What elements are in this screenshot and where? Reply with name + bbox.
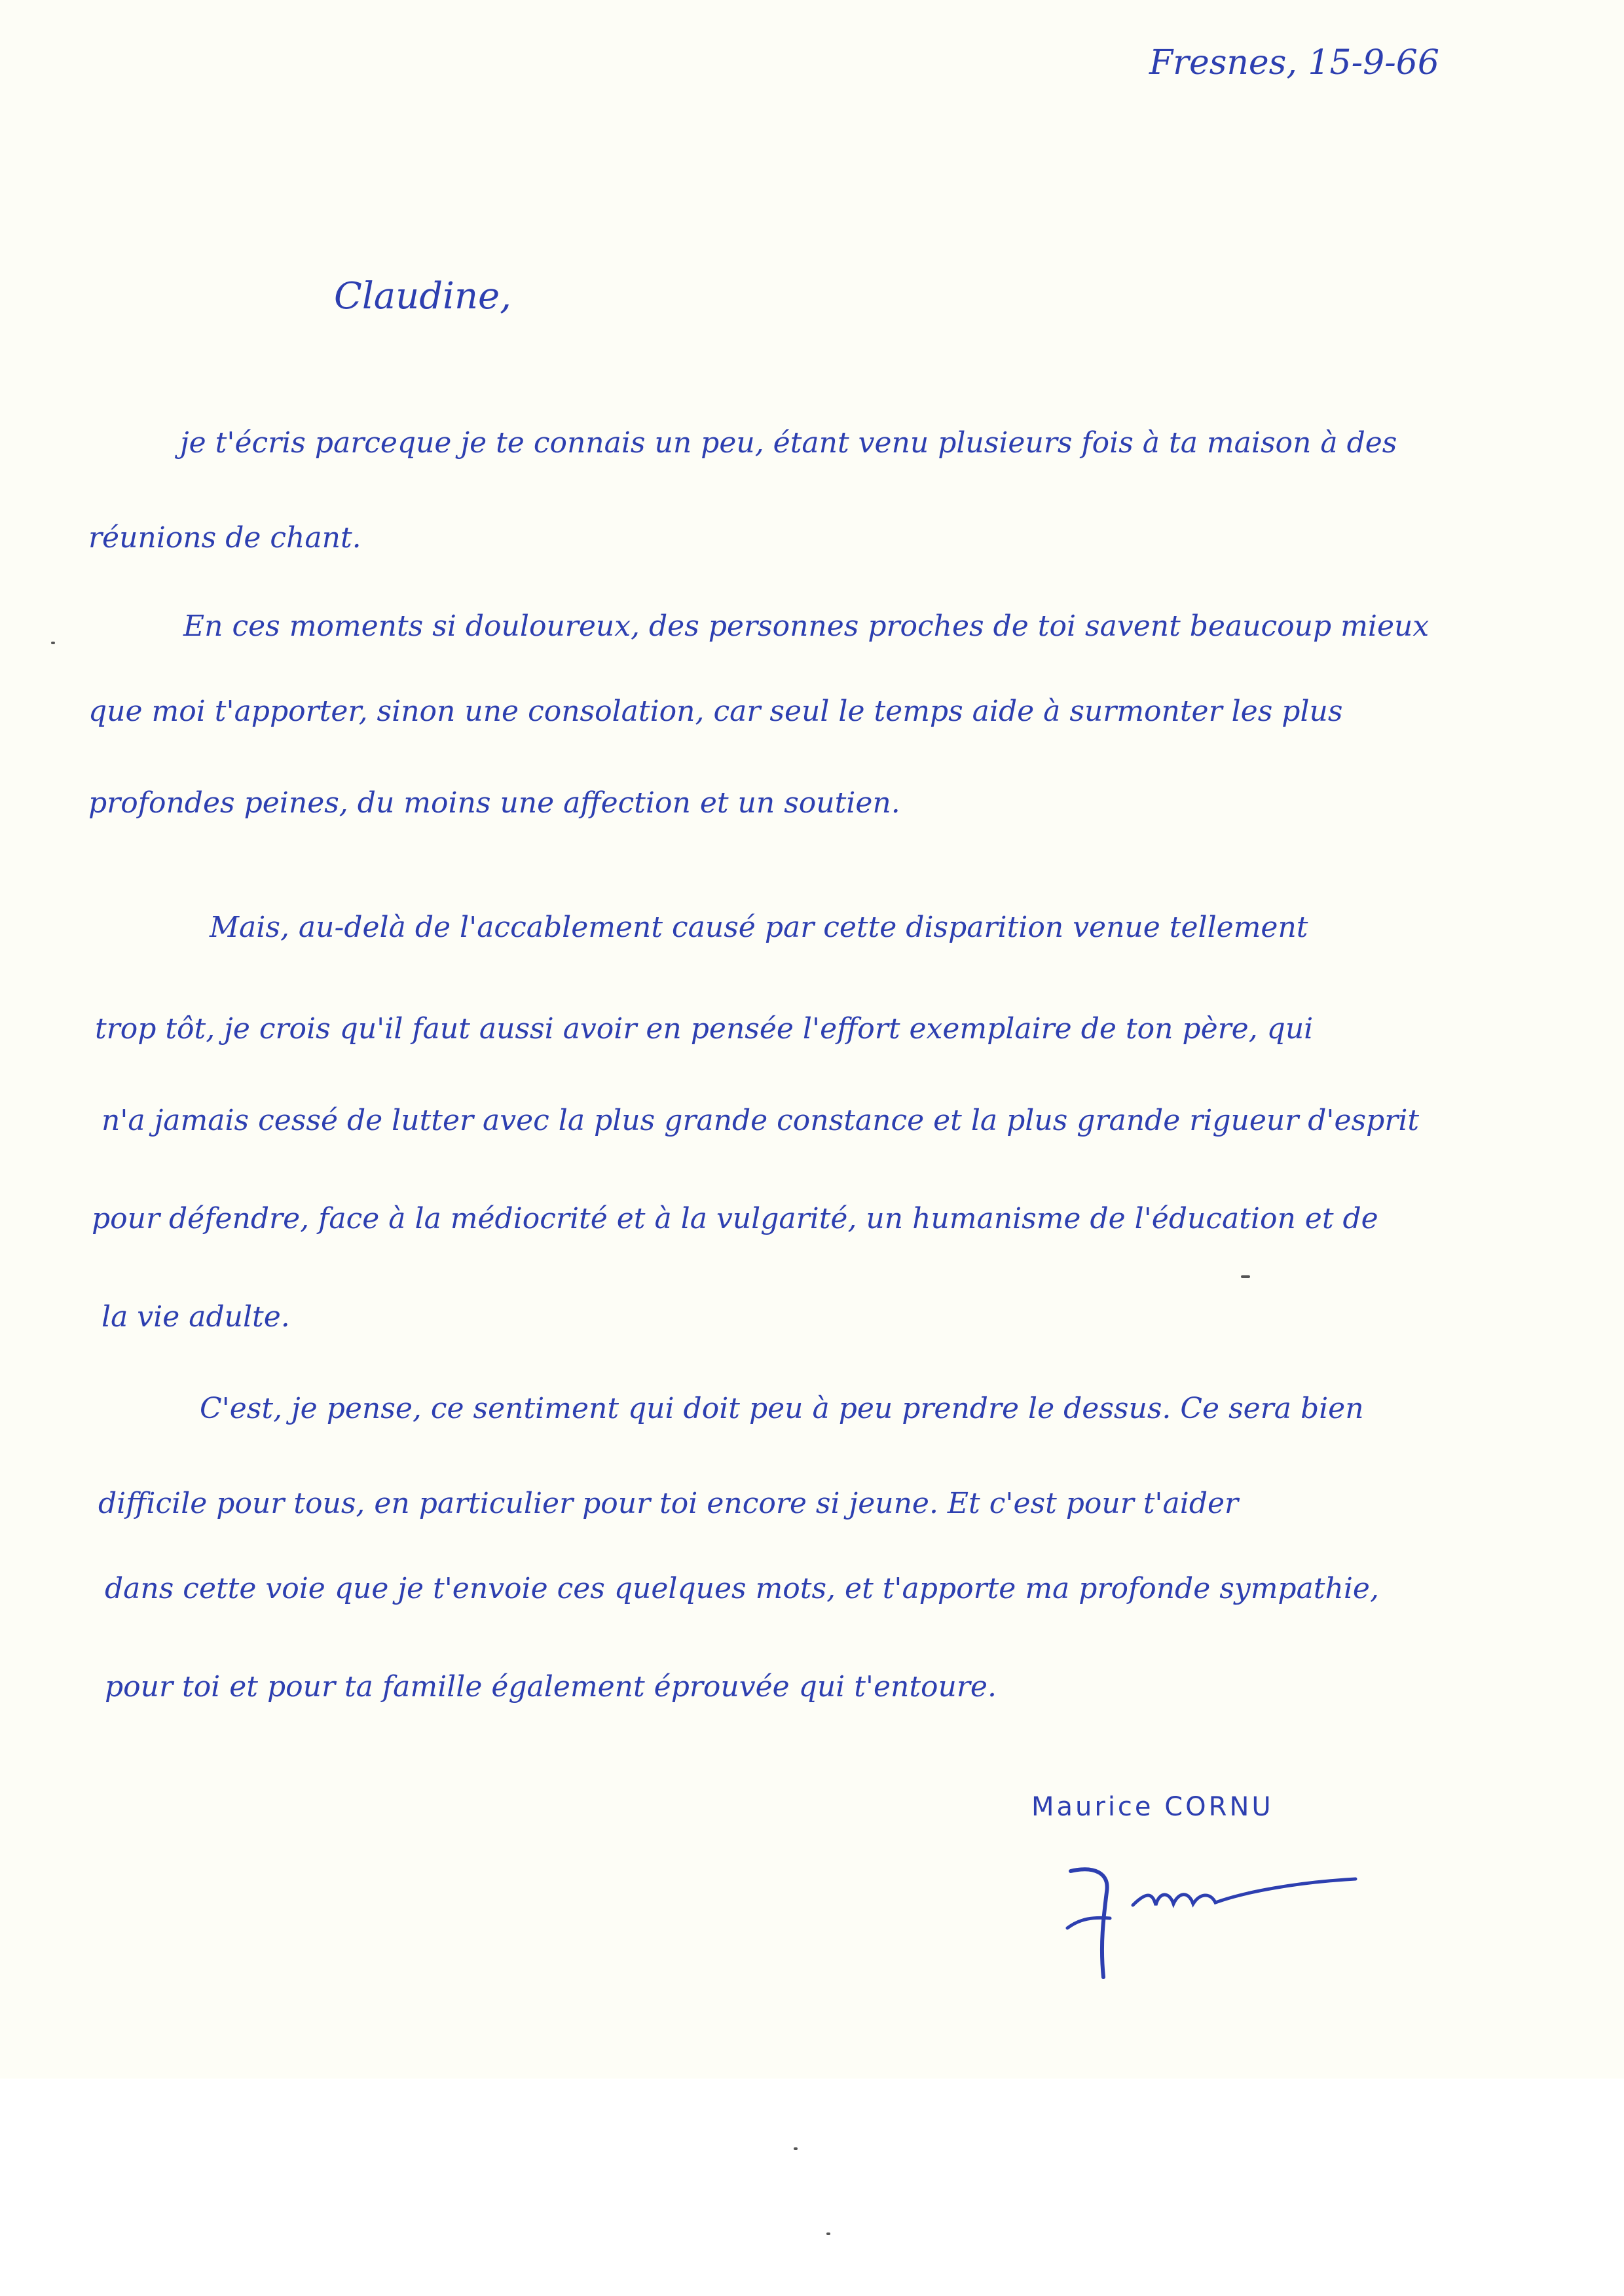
letter-line: dans cette voie que je t'envoie ces quelques mots, et t'apporte ma profonde sympathie, [105,1572,1379,1605]
signature-scribble [1048,1853,1369,1984]
letter-line: que moi t'apporter, sinon une consolation, car seul le temps aide à surmonter les plus [88,695,1343,728]
letter-line: En ces moments si douloureux, des personnes proches de toi savent beaucoup mieux [183,610,1430,643]
letter-line: la vie adulte. [101,1300,290,1334]
letter-date: Fresnes, 15-9-66 [1149,43,1439,82]
paper-speck [794,2147,798,2150]
letter-line: C'est, je pense, ce sentiment qui doit peu à peu prendre le dessus. Ce sera bien [200,1392,1364,1425]
letter-line: profondes peines, du moins une affection et un soutien. [88,786,900,820]
letter-line: difficile pour tous, en particulier pour toi encore si jeune. Et c'est pour t'aider [98,1487,1239,1520]
salutation: Claudine, [334,275,511,318]
letter-line: pour toi et pour ta famille également éprouvée qui t'entoure. [105,1670,997,1704]
paper-speck [1241,1275,1250,1278]
letter-line: Mais, au-delà de l'accablement causé par cette disparition venue tellement [210,911,1308,944]
letter-line: trop tôt, je crois qu'il faut aussi avoir en pensée l'effort exemplaire de ton père, qui [95,1012,1314,1046]
signature-name: Maurice CORNU [1031,1792,1274,1822]
letter-line: pour défendre, face à la médiocrité et à la vulgarité, un humanisme de l'éducation et de [92,1202,1378,1235]
letter-line: je t'écris parceque je te connais un peu, étant venu plusieurs fois à ta maison à des [180,426,1397,460]
paper-speck [826,2232,830,2235]
letter-line: n'a jamais cessé de lutter avec la plus grande constance et la plus grande rigueur d'esprit [101,1104,1420,1137]
letter-line: réunions de chant. [88,521,361,555]
paper-speck [51,642,55,644]
